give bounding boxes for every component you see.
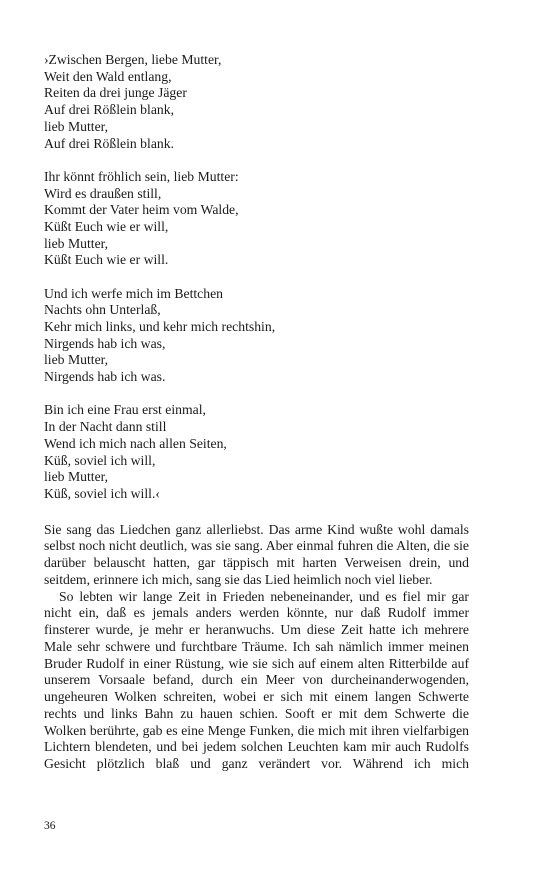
poem	[44, 52, 469, 503]
poem-line: Küß, soviel ich will,	[44, 452, 156, 468]
poem-line: Nirgends hab ich was.	[44, 369, 166, 385]
poem-line: lieb Mutter,	[44, 235, 109, 251]
page-number: 36	[44, 820, 56, 832]
poem-line: Kommt der Vater heim vom Walde,	[44, 202, 239, 218]
poem-line: Reiten da drei junge Jäger	[44, 85, 187, 101]
poem-stanza-3	[44, 286, 469, 386]
poem-line: Nachts ohn Unterlaß,	[44, 302, 161, 318]
poem-stanza-2	[44, 169, 469, 269]
poem-line: Auf drei Rößlein blank,	[44, 102, 175, 118]
poem-line: Ihr könnt fröhlich sein, lieb Mutter:	[44, 168, 239, 184]
poem-line: lieb Mutter,	[44, 469, 109, 485]
poem-line: Weit den Wald entlang,	[44, 68, 172, 84]
paragraph-2: So lebten wir lange Zeit in Frieden nebeneinander, und es fiel mir gar nicht ein, daß es jemals anders werden könnte, nur daß Rudolf immer finsterer wurde, je mehr er heranwuchs. Um diese Zeit hatte ich mehrere Male sehr schwere und furchtbare Träume. Ich sah nämlich immer meinen Bruder Rudolf in einer Rüstung, wie sie sich auf einem alten Ritterbilde auf unserem Vorsaale befand, durch ein Meer von durcheinanderwogenden, ungeheuren Wolken schreiten, wobei er sich mit einem langen Schwerte rechts und links Bahn zu hauen schien. Sooft er mit dem Schwerte die Wolken berührte, gab es eine Menge Funken, die mich mit ihren vielfarbigen Lichtern blendeten, und bei jedem solchen Leuchten kam mir auch Rudolfs Gesicht plötzlich blaß und ganz verändert vor. Während ich mich	[44, 588, 469, 772]
poem-line: lieb Mutter,	[44, 352, 109, 368]
poem-line: Küß, soviel ich will.‹	[44, 485, 160, 501]
poem-line: Wend ich mich nach allen Seiten,	[44, 435, 227, 451]
prose-text	[44, 522, 469, 773]
poem-line: In der Nacht dann still	[44, 419, 167, 435]
poem-stanza-4	[44, 402, 469, 502]
poem-line: Bin ich eine Frau erst einmal,	[44, 402, 206, 418]
poem-line: Wird es draußen still,	[44, 185, 162, 201]
poem-line: Und ich werfe mich im Bettchen	[44, 285, 224, 301]
paragraph-1: Sie sang das Liedchen ganz allerliebst. Das arme Kind wußte wohl damals selbst noch nicht deutlich, was sie sang. Aber einmal fuhren die Alten, die sie darüber belauscht hatten, gar täppisch mit harten Verweisen drein, und seitdem, erinnere ich mich, sang sie das Lied heimlich noch viel lieber.	[44, 521, 469, 587]
poem-line: Auf drei Rößlein blank.	[44, 135, 175, 151]
poem-stanza-1	[44, 52, 469, 152]
poem-line: Kehr mich links, und kehr mich rechtshin,	[44, 319, 276, 335]
poem-line: Küßt Euch wie er will.	[44, 252, 169, 268]
poem-line: ›Zwischen Bergen, liebe Mutter,	[44, 52, 222, 67]
poem-line: Nirgends hab ich was,	[44, 335, 166, 351]
book-page	[44, 52, 469, 773]
poem-line: lieb Mutter,	[44, 118, 109, 134]
poem-line: Küßt Euch wie er will,	[44, 218, 169, 234]
